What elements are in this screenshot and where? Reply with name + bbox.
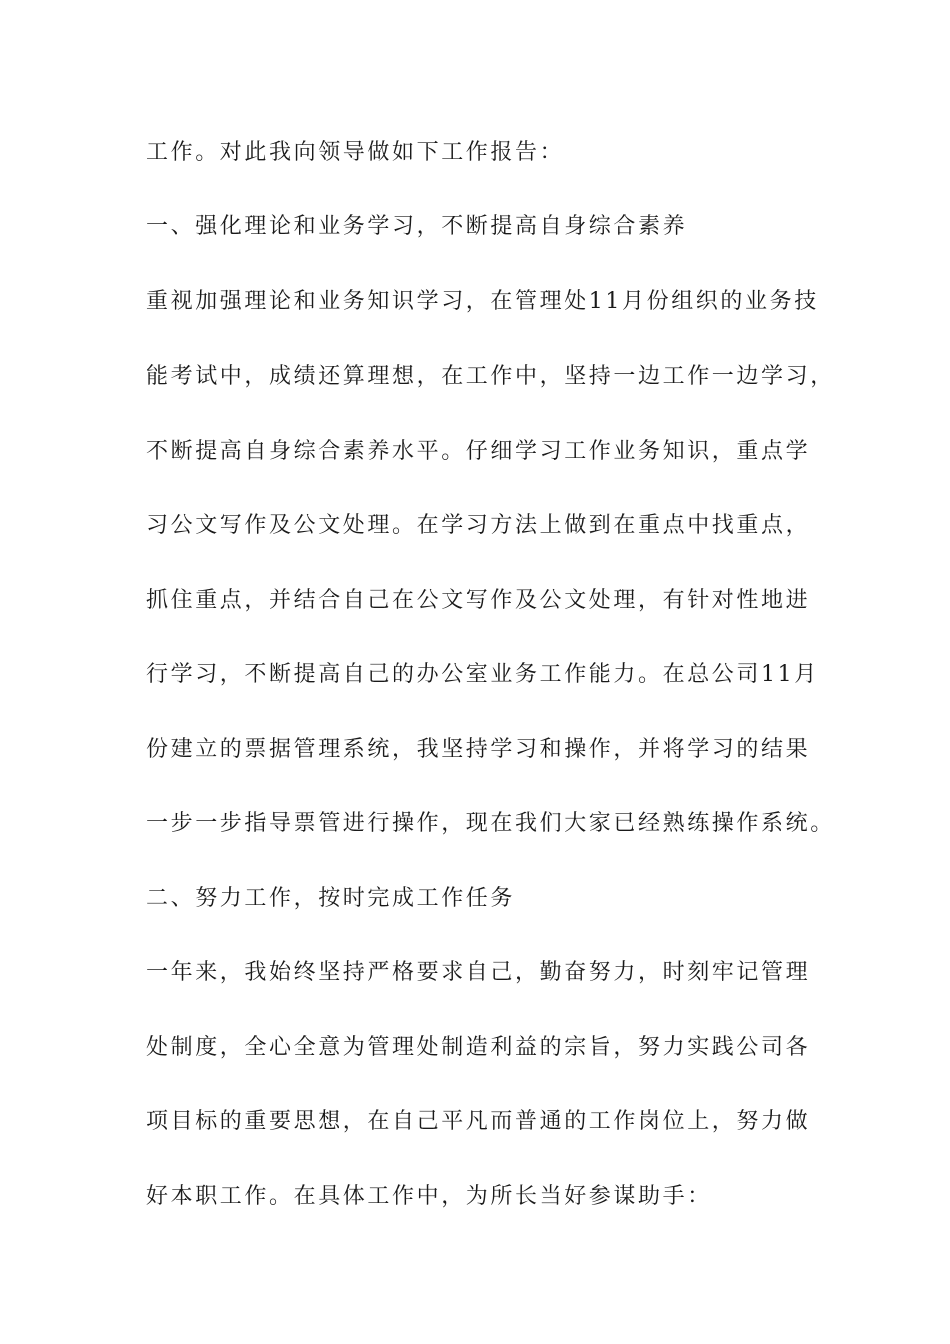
- text-line: 不断提高自身综合素养水平。仔细学习工作业务知识，重点学: [146, 439, 811, 464]
- section-heading: 二、努力工作，按时完成工作任务: [146, 886, 516, 911]
- text-line: 项目标的重要思想，在自己平凡而普通的工作岗位上，努力做: [146, 1109, 811, 1134]
- text-line: 工作。对此我向领导做如下工作报告：: [146, 140, 565, 165]
- text-line: 能考试中，成绩还算理想，在工作中，坚持一边工作一边学习，: [146, 364, 835, 389]
- text-line: 好本职工作。在具体工作中，为所长当好参谋助手：: [146, 1184, 712, 1209]
- text-line: 份建立的票据管理系统，我坚持学习和操作，并将学习的结果: [146, 737, 811, 762]
- text-line: 行学习，不断提高自己的办公室业务工作能力。在总公司11月: [146, 662, 819, 687]
- text-line: 处制度，全心全意为管理处制造利益的宗旨，努力实践公司各: [146, 1035, 811, 1060]
- section-heading: 一、强化理论和业务学习，不断提高自身综合素养: [146, 214, 688, 239]
- text-line: 重视加强理论和业务知识学习，在管理处11月份组织的业务技: [146, 289, 819, 314]
- text-line: 一年来，我始终坚持严格要求自己，勤奋努力，时刻牢记管理: [146, 960, 811, 985]
- text-line: 抓住重点，并结合自己在公文写作及公文处理，有针对性地进: [146, 588, 811, 613]
- text-line: 一步一步指导票管进行操作，现在我们大家已经熟练操作系统。: [146, 811, 835, 836]
- text-line: 习公文写作及公文处理。在学习方法上做到在重点中找重点，: [146, 513, 811, 538]
